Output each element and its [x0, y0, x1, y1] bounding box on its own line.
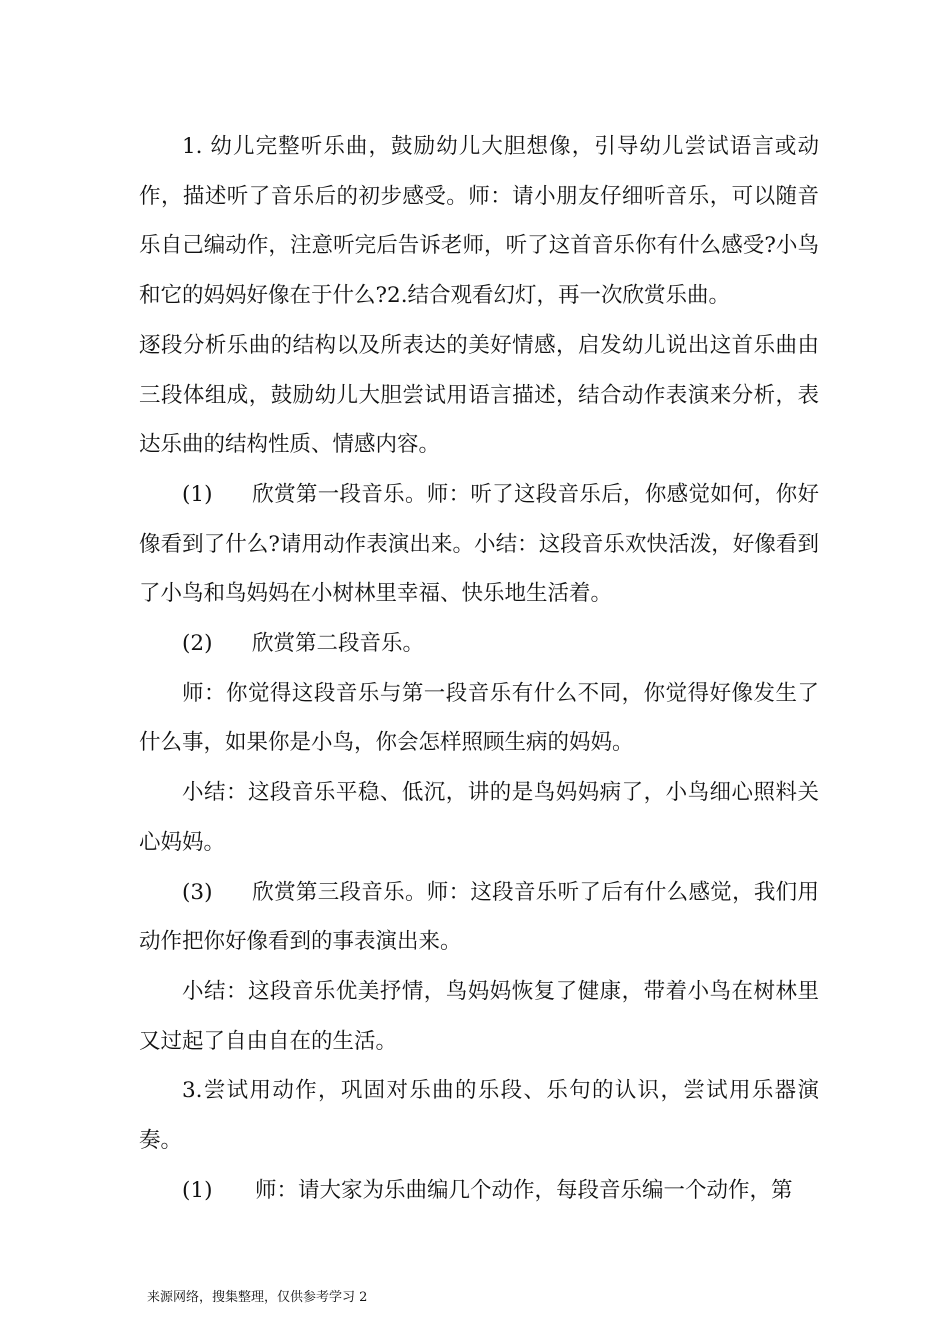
page-footer: 来源网络，搜集整理，仅供参考学习 2 — [147, 1290, 368, 1305]
paragraph-4 — [139, 619, 819, 669]
paragraph-9 — [139, 1066, 819, 1165]
paragraph-text: 师：你觉得这段音乐与第一段音乐有什么不同，你觉得好像发生了什么事，如果你是小鸟，你会怎样照顾生病的妈妈。 — [139, 680, 819, 756]
paragraph-text: 3.尝试用动作，巩固对乐曲的乐段、乐句的认识，尝试用乐器演奏。 — [139, 1078, 819, 1154]
list-number: (2) — [182, 631, 213, 657]
paragraph-2 — [139, 321, 819, 470]
paragraph-text: 小结：这段音乐平稳、低沉，讲的是鸟妈妈病了，小鸟细心照料关心妈妈。 — [139, 780, 819, 855]
paragraph-text: 欣赏第三段音乐。师：这段音乐听了后有什么感觉，我们用动作把你好像看到的事表演出来。 — [139, 879, 819, 955]
paragraph-3 — [139, 470, 819, 619]
list-number: (3) — [182, 879, 213, 905]
paragraph-text: 欣赏第一段音乐。师：听了这段音乐后，你感觉如何，你好像看到了什么?请用动作表演出来。小结：这段音乐欢快活泼，好像看到了小鸟和鸟妈妈在小树林里幸福、快乐地生活着。 — [139, 481, 819, 607]
paragraph-5 — [139, 669, 819, 768]
list-number: (1) — [182, 481, 213, 507]
paragraph-10 — [139, 1166, 819, 1216]
paragraph-1 — [139, 122, 819, 321]
paragraph-text: 小结：这段音乐优美抒情，鸟妈妈恢复了健康，带着小鸟在树林里又过起了自由自在的生活。 — [139, 978, 819, 1054]
paragraph-text: 师：请大家为乐曲编几个动作，每段音乐编一个动作，第 — [255, 1177, 793, 1203]
paragraph-text: 欣赏第二段音乐。 — [252, 631, 425, 657]
document-body — [139, 122, 819, 1215]
paragraph-7 — [139, 868, 819, 967]
paragraph-text: 逐段分析乐曲的结构以及所表达的美好情感，启发幼儿说出这首乐曲由三段体组成，鼓励幼儿大胆尝试用语言描述，结合动作表演来分析，表达乐曲的结构性质、情感内容。 — [139, 332, 819, 458]
list-number: (1) — [182, 1177, 213, 1203]
paragraph-6 — [139, 768, 819, 867]
paragraph-text: 1. 幼儿完整听乐曲，鼓励幼儿大胆想像，引导幼儿尝试语言或动作，描述听了音乐后的初步感受。师：请小朋友仔细听音乐，可以随音乐自己编动作，注意听完后告诉老师，听了这首音乐你有什么感受?小鸟和它的妈妈好像在于什么?2.结合观看幻灯，再一次欣赏乐曲。 — [139, 134, 819, 309]
paragraph-8 — [139, 967, 819, 1066]
